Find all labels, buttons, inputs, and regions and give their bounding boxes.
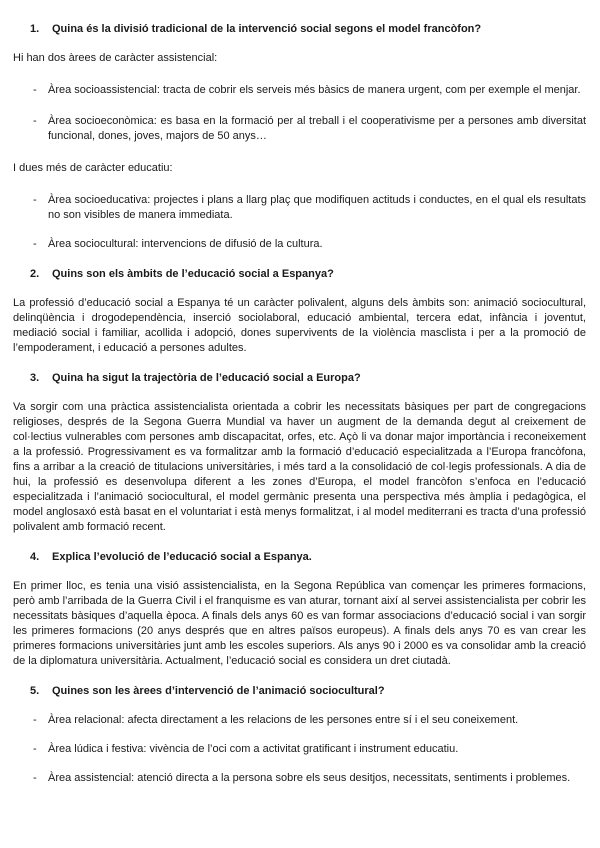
- question-5-title: Quines son les àrees d’intervenció de l’animació sociocultural?: [52, 685, 385, 697]
- question-2-number: 2.: [30, 268, 40, 280]
- question-1-intro-educatiu: I dues més de caràcter educatiu:: [13, 162, 173, 174]
- question-1-intro-assistencial: Hi han dos àrees de caràcter assistencial:: [13, 52, 218, 64]
- question-2-title: Quins son els àmbits de l’educació social a Espanya?: [52, 268, 334, 280]
- list-item: - Àrea sociocultural: intervencions de difusió de la cultura.: [33, 238, 323, 250]
- question-1-title: Quina és la divisió tradicional de la intervenció social segons el model francòfon?: [52, 23, 482, 35]
- question-3-answer: Va sorgir com una pràctica assistencialista orientada a cobrir les necessitats bàsiques per part de congregacions religioses, després de la Segona Guerra Mundial va haver un augment de la demanda degut al creixement de col·lectius vulnerables com persones amb discapacitat, orfes, etc. Açò li va donar major importància i reconeixement a la professió. Progressivament es va formalitzar amb la formació d’educació especialitzada a l’Europa francòfona, fins a arribar a la creació de titulacions universitàries, i més tard a la consolidació de col·legis professionals. A dia de hui, la professió es desenvolupa diferent a les zones d’Europa, el model francòfon s’enfoca en l’educació especialitzada i l’animació sociocultural, el model germànic presenta una perspectiva més àmplia i pedagògica, el model anglosaxó està basat en el voluntariat i està menys formalitzat, i al model mediterrani es tracta d’una professió polivalent amb formació recent.: [13, 401, 586, 533]
- list-item: - Àrea lúdica i festiva: vivència de l’oci com a activitat gratificant i instrument educatiu.: [33, 743, 459, 755]
- question-4-title: Explica l’evolució de l’educació social a Espanya.: [52, 551, 312, 563]
- list-item: - Àrea relacional: afecta directament a les relacions de les persones entre sí i el seu coneixement.: [33, 714, 519, 726]
- list-item: - Àrea socioeconòmica: es basa en la formació per al treball i el cooperativisme per a persones amb diversitat funcional, dones, joves, majors de 50 anys…: [33, 115, 586, 142]
- question-3-heading: [13, 371, 586, 386]
- question-4-heading: [13, 550, 586, 565]
- list-item: - Àrea socioassistencial: tracta de cobrir els serveis més bàsics de manera urgent, com per exemple el menjar.: [33, 84, 581, 96]
- list-item: - Àrea assistencial: atenció directa a la persona sobre els seus desitjos, necessitats, sentiments i problemes.: [33, 772, 571, 784]
- page-content: [13, 22, 586, 797]
- question-3-number: 3.: [30, 372, 40, 384]
- question-2-answer: La professió d’educació social a Espanya té un caràcter polivalent, alguns dels àmbits son: animació sociocultural, delinqüència i drogodependència, inserció sociolaboral, educació ambiental, tercera edat, infància i joventut, mediació social i familiar, acollida i adopció, dones supervivents de la violència masclista i per a la promoció de l’empoderament, i educació a persones adultes.: [13, 297, 586, 354]
- question-1-heading: [13, 22, 586, 37]
- question-5-number: 5.: [30, 685, 40, 697]
- question-1-list-educatiu: [13, 193, 586, 252]
- list-item: - Àrea socioeducativa: projectes i plans a llarg plaç que modifiquen actituds i conductes, en el qual els resultats no son visibles de manera immediata.: [33, 194, 586, 221]
- question-1-number: 1.: [30, 23, 40, 35]
- question-5-list: [13, 713, 586, 786]
- question-4-answer: En primer lloc, es tenia una visió assistencialista, en la Segona República van començar les primeres formacions, però amb l’arribada de la Guerra Civil i el franquisme es van aturar, tornant així al servei assistencialista per cobrir les necessitats bàsiques d’aquella època. A finals dels anys 60 es van formar associacions d’educació social i van sorgir les primeres formacions (20 anys després que en altres països europeus). A finals dels anys 70 es van crear les primeres formacions universitàries junt amb les escoles superiors. Als anys 90 i 2000 es va consolidar amb la creació de la diplomatura universitària. Actualment, l’educació social es considera un dret ciutadà.: [13, 580, 586, 667]
- question-1-list-assistencial: [13, 83, 586, 144]
- question-3-title: Quina ha sigut la trajectòria de l’educació social a Europa?: [52, 372, 361, 384]
- question-4-number: 4.: [30, 551, 40, 563]
- question-5-heading: [13, 684, 586, 699]
- question-2-heading: [13, 267, 586, 282]
